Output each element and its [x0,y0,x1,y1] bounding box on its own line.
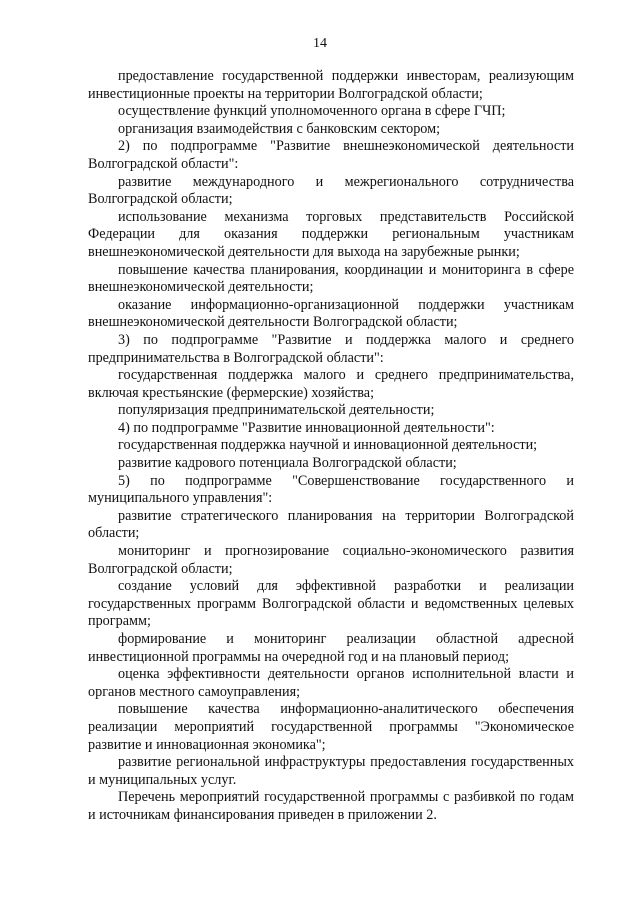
paragraph: развитие региональной инфраструктуры предоставления государственных и муниципальных услуг. [88,754,574,788]
paragraph: государственная поддержка научной и инновационной деятельности; [118,437,538,454]
paragraph: мониторинг и прогнозирование социально-экономического развития Волгоградской области; [88,543,574,577]
subprogram-heading: 4) по подпрограмме "Развитие инновационной деятельности": [118,419,495,436]
subprogram-heading: 5) по подпрограмме "Совершенствование государственного и муниципального управления": [88,472,574,507]
document-body [88,68,574,825]
paragraph: использование механизма торговых представительств Российской Федерации для оказания поддержки региональным участникам внешнеэкономической деятельности для выхода на зарубежные рынки; [88,208,574,260]
paragraph: развитие международного и межрегионального сотрудничества Волгоградской области; [88,173,574,208]
paragraph: предоставление государственной поддержки инвесторам, реализующим инвестиционные проекты на территории Волгоградской области; [88,68,574,102]
paragraph: государственная поддержка малого и среднего предпринимательства, включая крестьянские (фермерские) хозяйства; [88,367,574,401]
subprogram-heading: 3) по подпрограмме "Развитие и поддержка малого и среднего предпринимательства в Волгоградской области": [88,331,574,366]
paragraph: осуществление функций уполномоченного органа в сфере ГЧП; [118,103,506,120]
paragraph: формирование и мониторинг реализации областной адресной инвестиционной программы на очередной год и на плановый период; [88,631,574,665]
page-number: 14 [313,36,327,51]
paragraph: развитие кадрового потенциала Волгоградской области; [118,455,457,472]
paragraph: повышение качества планирования, координации и мониторинга в сфере внешнеэкономической деятельности; [88,261,574,296]
paragraph: популяризация предпринимательской деятельности; [118,402,435,419]
paragraph: повышение качества информационно-аналитического обеспечения реализации мероприятий государственной программы "Экономическое развитие и инновационная экономика"; [88,701,574,753]
closing-paragraph: Перечень мероприятий государственной программы с разбивкой по годам и источникам финансирования приведен в приложении 2. [88,789,574,823]
paragraph: организация взаимодействия с банковским сектором; [118,120,441,137]
paragraph: развитие стратегического планирования на территории Волгоградской области; [88,507,574,542]
paragraph: создание условий для эффективной разработки и реализации государственных программ Волгоградской области и ведомственных целевых программ; [88,578,574,630]
paragraph: оценка эффективности деятельности органов исполнительной власти и органов местного самоуправления; [88,666,574,700]
paragraph: оказание информационно-организационной поддержки участникам внешнеэкономической деятельности Волгоградской области; [88,296,574,331]
subprogram-heading: 2) по подпрограмме "Развитие внешнеэкономической деятельности Волгоградской области": [88,138,574,172]
